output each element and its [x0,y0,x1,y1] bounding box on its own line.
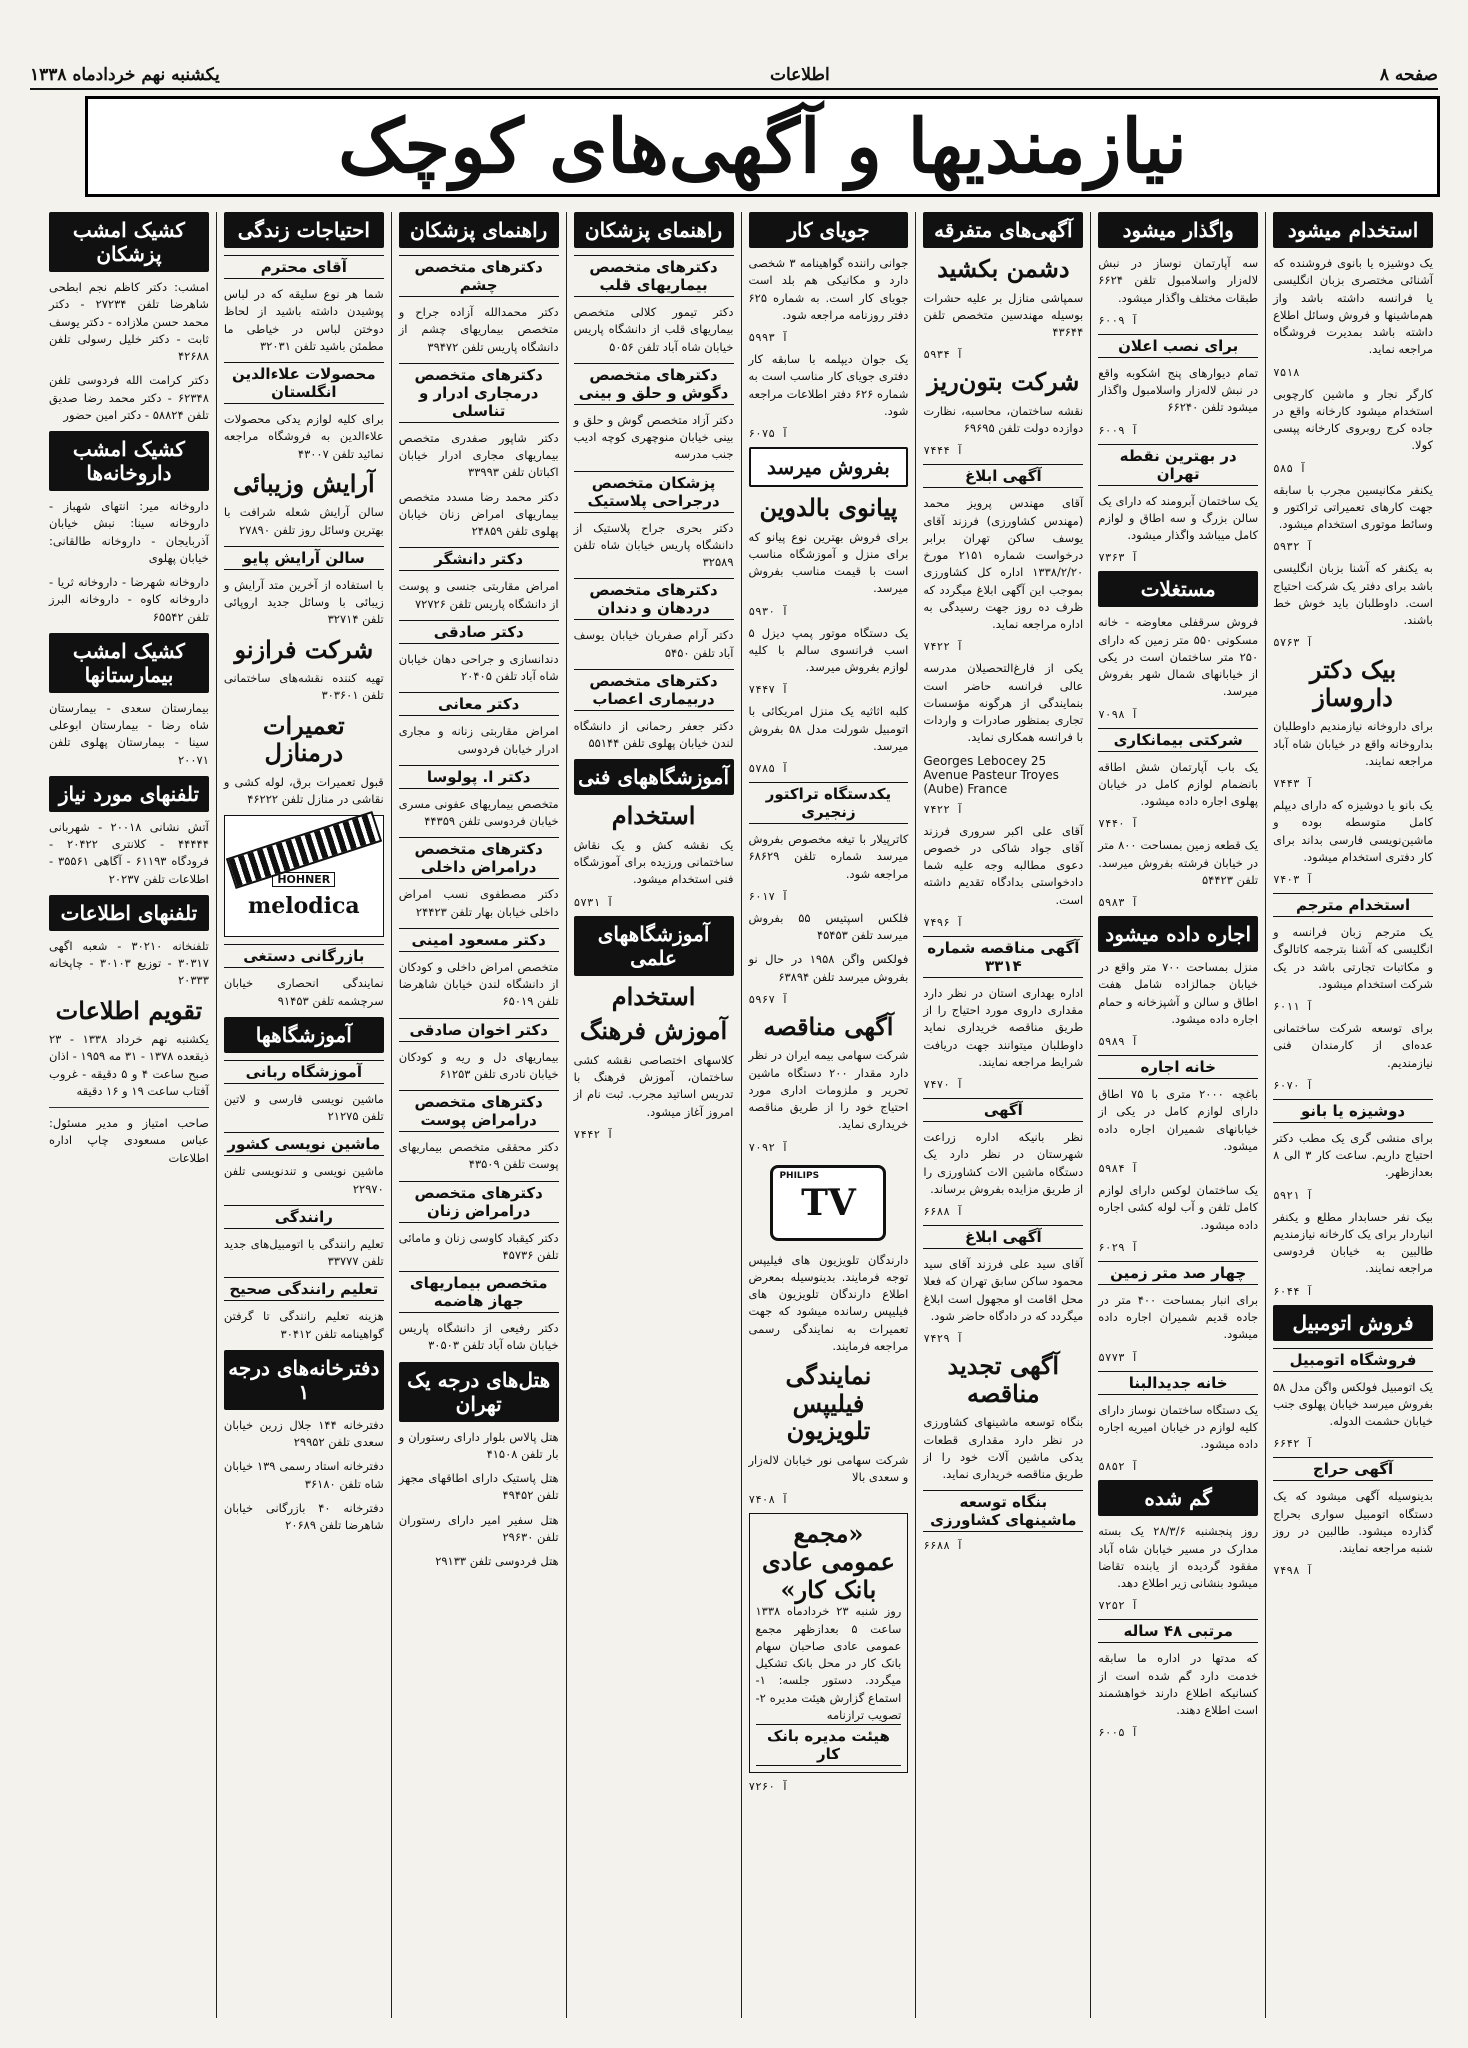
ad-code: ۷۴۴۳ آ [1273,777,1313,791]
classified-ad: آقای علی اکبر سروری فرزند آقای جواد شاکی در خصوص دعوی مطالبه وجه علیه شما دادخواستی بدادگاه تقدیم داشته است. [923,823,1084,907]
classified-ad: یک ساختمان لوکس دارای لوازم کامل تلفن و آب لوله کشی اجاره داده میشود. [1098,1183,1259,1232]
ad-subheading: آگهی ابلاغ [923,1225,1083,1249]
column-6 [391,212,566,2018]
hotel-listing: هتل پالاس بلوار دارای رستوران و بار تلفن ۴۱۵۰۸ [398,1429,559,1461]
notary-listing: دفترخانه ۱۴۴ جلال زرین خیابان سعدی تلفن ۲۹۹۵۲ [223,1417,384,1450]
ad-code: ۷۴۰۳ آ [1273,873,1313,887]
ad-subheading: آگهی ابلاغ [923,464,1083,488]
column-4 [741,212,916,2018]
ad-headline: آموزش فرهنگ [579,1016,728,1046]
doctor-listing: دکتر محققی متخصص بیماریهای پوست تلفن ۴۳۵۰۹ [398,1140,559,1172]
ad-subheading: دکترهای متخصص درامراض پوست [399,1090,559,1132]
ad-code: ۵۹۶۷ آ [748,992,789,1006]
section-heading: استخدام میشود [1273,212,1433,248]
ad-headline: نمایندگی فیلیپس تلویزیون [785,1361,872,1446]
section-heading: گم شده [1098,1480,1258,1516]
ad-subheading: دکتر ا. پولوسا [399,765,559,789]
ad-headline: استخدام [611,801,696,831]
classified-ad: کلاسهای اختصاصی نقشه کشی ساختمان، آموزش فرهنگ با تدریس اساتید مجرب. ثبت نام از امروز آغاز میشود. [573,1052,734,1119]
doctor-listing: دکتر رفیعی از دانشگاه پاریس خیابان شاه آباد تلفن ۳۰۵۰۳ [398,1321,559,1353]
ad-code: ۵۷۳۱ آ [573,895,614,909]
classified-ad: ماشین نویسی و تندنویسی تلفن ۲۲۹۷۰ [223,1164,384,1196]
ad-subheading: مرتبی ۴۸ ساله [1098,1619,1258,1643]
ad-code: ۶۶۸۸ آ [923,1205,964,1219]
ad-headline: پیانوی بالدوین [759,493,898,522]
ad-code: ۶۰۰۵ آ [1098,1726,1138,1740]
banner-title: نیازمندیها و آگهی‌های کوچک [338,103,1187,190]
classified-ad: فروش سرقفلی معاوضه - خانه مسکونی ۵۵۰ متر زمین که دارای ۲۵۰ متر ساختمان است در یکی از خیابانهای شمال شهر بفروش میرسد. [1098,615,1259,699]
classified-ad: برای داروخانه نیازمندیم داوطلبان بداروخانه واقع در خیابان شاه آباد مراجعه نمایند. [1273,719,1433,768]
classified-ad: یک دستگاه موتور پمپ دیزل ۵ اسب فرانسوی سالم با کلیه لوازم بفروش میرسد. [748,625,909,675]
ad-subheading: فروشگاه اتومبیل [1273,1348,1433,1372]
classified-ad: برای فروش بهترین نوع پیانو که برای منزل و آموزشگاه مناسب است با قیمت مناسب بفروش میرسد. [748,529,909,596]
doctor-listing: دکتر بحری جراح پلاستیک از دانشگاه پاریس خیابان شاه تلفن ۳۲۵۸۹ [573,520,734,569]
classified-ad: با استفاده از آخرین متد آرایش و زیبائی با وسائل جدید اروپائی تلفن ۳۲۷۱۴ [223,577,384,627]
ad-subheading: دکترهای متخصص درمجاری ادرار و تناسلی [399,363,559,423]
classified-ad: یک مترجم زبان فرانسه و انگلیسی که آشنا بترجمه کاتالوگ و مکاتبات تجارتی باشد در یک شرکت استخدام میشود. [1273,925,1433,991]
ad-subheading: رانندگی [224,1205,384,1229]
hotel-listing: هتل پاستیک دارای اطاقهای مجهز تلفن ۴۹۴۵۲ [398,1471,559,1503]
ad-code: ۷۴۴۲ آ [573,1127,614,1141]
ad-subheading: استخدام مترجم [1273,893,1433,917]
section-banner [85,96,1440,197]
notary-listing: دفترخانه استاد رسمی ۱۳۹ خیابان شاه تلفن ۳۶۱۸۰ [223,1459,384,1491]
ad-code: ۷۴۷۰ آ [923,1078,964,1092]
classified-ad: که مدتها در اداره ما سابقه خدمت دارد گم شده است از کسانیکه اطلاع دارند خواهشمند است اطلاع دهند. [1098,1651,1259,1717]
ad-code: ۵۷۸۵ آ [748,762,789,776]
classified-ad: یک ساختمان آبرومند که دارای یک سالن بزرگ و سه اطاق و لوازم کامل میباشد واگذار میشود. [1098,493,1259,542]
classified-ad: برای کلیه لوازم یدکی محصولات علاءالدین به فروشگاه مراجعه نمائید تلفن ۴۳۰۰۷ [223,412,384,461]
section-heading: آموزشگاهها [224,1017,384,1053]
doctor-listing: دکتر جعفر رحمانی از دانشگاه لندن خیابان پهلوی تلفن ۵۵۱۴۴ [573,718,734,750]
ad-headline: آگهی مناقصه [763,1011,894,1041]
ad-subheading: دکتر دانشگر [399,547,559,571]
section-heading: کشیک امشب پزشکان [49,212,209,272]
ad-subheading: تعلیم رانندگی صحیح [224,1277,384,1301]
ad-code: ۷۴۲۹ آ [923,1332,964,1346]
ad-code: ۵۷۷۳ آ [1098,1350,1138,1364]
publisher-signature: صاحب امتیاز و مدیر مسئول: عباس مسعودی چاپ اداره اطلاعات [49,1116,209,1165]
section-heading: آگهی‌های متفرقه [923,212,1083,248]
ad-headline: شرکت بتون‌ریز [927,367,1080,397]
classified-ad: ماشین نویسی فارسی و لاتین تلفن ۲۱۲۷۵ [223,1091,384,1124]
classified-ad: هزینه تعلیم رانندگی تا گرفتن گواهینامه تلفن ۳۰۴۱۲ [223,1309,384,1341]
doctor-listing: دکتر کیقباد کاوسی زنان و مامائی تلفن ۴۵۷۳۶ [398,1230,559,1262]
ad-subheading: سالن آرایش پایو [224,546,384,570]
ad-subheading: دکترهای متخصص بیماریهای قلب [574,255,734,297]
divider [49,1107,209,1108]
page-header [30,62,1438,90]
section-heading: آموزشگاههای فنی [574,759,734,795]
doctor-listing: متخصص بیماریهای عفونی مسری خیابان فردوسی تلفن ۴۴۳۵۹ [398,796,559,828]
calendar-heading: تقویم اطلاعات [55,995,203,1025]
classified-ad: دارندگان تلویزیون های فیلیپس توجه فرمایند. بدینوسیله بمعرض اطلاع دارندگان تلویزیون های فیلیپس رسانده میشود که جهت تعمیرات به نمایندگی رسمی مراجعه فرمایند. [748,1252,909,1353]
calendar-details: یکشنبه نهم خرداد ۱۳۳۸ - ۲۳ ذیقعده ۱۳۷۸ - ۳۱ مه ۱۹۵۹ - اذان صبح ساعت ۴ و ۵ دقیقه - غروب آفتاب ساعت ۱۹ و ۱۶ دقیقه [49,1032,209,1098]
classified-ad: سالن آرایش شعله شرافت با بهترین وسائل روز تلفن ۲۷۸۹۰ [223,505,384,537]
ad-subheading: دکترهای متخصص دربیماری اعصاب [574,669,734,711]
column-3 [915,212,1090,2018]
section-heading: تلفنهای اطلاعات [49,895,209,931]
classified-ad: یک دستگاه ساختمان نوساز دارای کلیه لوازم در خیابان امیریه اجاره داده میشود. [1098,1402,1259,1451]
column-1 [1265,212,1440,2018]
doctor-listing: امراض مقاربتی جنسی و پوست از دانشگاه پاریس تلفن ۷۲۷۲۶ [398,579,559,611]
classified-ad: بدینوسیله آگهی میشود که یک دستگاه اتومبیل سواری بحراج گذارده میشود. طالبین در روز شنبه مراجعه نمایند. [1273,1489,1433,1556]
ad-subheading: برای نصب اعلان [1098,334,1258,358]
ad-subheading: دکترهای متخصص چشم [399,255,559,297]
phone-listing: آتش نشانی ۲۰۰۱۸ - شهربانی ۴۴۴۴۴ - کلانتری ۲۰۴۲۲ - فرودگاه ۶۱۱۹۳ - آگاهی ۳۵۵۶۱ - اطلاعات تلفن ۲۰۲۳۷ [49,819,209,886]
ad-subheading: دوشیزه یا بانو [1273,1099,1433,1123]
issue-date: یکشنبه نهم خردادماه ۱۳۳۸ [30,65,220,85]
section-heading: کشیک امشب بیمارستانها [49,633,209,693]
section-heading: راهنمای پزشکان [574,212,734,248]
hotel-listing: هتل فردوسی تلفن ۲۹۱۳۳ [435,1554,559,1568]
ad-subheading: آگهی حراج [1273,1457,1433,1481]
section-heading: واگذار میشود [1098,212,1258,248]
column-2 [1090,212,1265,2018]
doctor-listing: دندانسازی و جراحی دهان خیابان شاه آباد تلفن ۲۰۴۰۵ [398,651,559,683]
classified-ad: روز پنجشنبه ۲۸/۳/۶ یک بسته مدارک در مسیر خیابان شاه آباد مفقود گردیده از یابنده تقاضا میشود بنشانی زیر اطلاع دهد. [1098,1524,1259,1590]
ad-code: ۷۲۶۰ آ [748,1780,789,1793]
classified-ad: یک قطعه زمین بمساحت ۸۰۰ متر در خیابان فرشته بفروش میرسد. تلفن ۵۴۴۲۳ [1098,838,1259,887]
doctor-listing: دکتر آزاد متخصص گوش و حلق و بینی خیابان منوچهری کوچه ادیب جنب مدرسه [573,412,734,462]
ad-code: ۵۷۶۳ آ [1273,636,1313,650]
doctor-listing: بیماریهای دل و ریه و کودکان خیابان نادری تلفن ۶۱۲۵۳ [398,1049,559,1081]
classified-ad: یک اتومبیل فولکس واگن مدل ۵۸ بفروش میرسد خیابان پهلوی جنب خیابان حشمت الدوله. [1273,1379,1433,1429]
ad-subheading: بازرگانی دستغی [224,944,384,968]
classified-ad: یکنفر مکانیسین مجرب با سابقه جهت کارهای تعمیراتی تراکتور و وسائط موتوری استخدام میشود. [1273,482,1433,531]
ad-code: ۷۴۴۷ آ [748,683,789,697]
ad-code: ۵۸۵ آ [1273,461,1307,475]
ad-code: ۷۴۲۲ آ [923,802,964,816]
notary-listing: دفترخانه ۴۰ بازرگانی خیابان شاهرضا تلفن ۲۰۶۸۹ [223,1500,384,1533]
ad-code: ۷۴۰۸ آ [748,1493,789,1507]
ad-code: ۵۹۳۴ آ [923,348,964,362]
classified-ad: اداره بهداری استان در نظر دارد مقداری داروی مورد احتیاج را از طریق مناقصه خریداری نماید داوطلبان میتوانند جهت دریافت شرایط مراجعه نمایند. [923,985,1084,1069]
classified-ad: باغچه ۲۰۰۰ متری با ۷۵ اطاق دارای لوازم کامل در یکی از خیابانهای شمیران اجاره داده میشود. [1098,1087,1259,1153]
doctor-listing: دکتر محمدالله آزاده جراح و متخصص بیماریهای چشم از دانشگاه پاریس تلفن ۳۹۴۷۲ [398,305,559,354]
doctor-listing: دکتر محمد رضا مسدد متخصص بیماریهای امراض زنان خیابان پهلوی تلفن ۲۴۸۵۹ [398,489,559,538]
ad-code: ۶۶۴۲ آ [1273,1437,1313,1451]
hohner-brand: HOHNER [272,872,335,887]
classified-ad: نظر بانیکه اداره زراعت شهرستان در نظر دارد یک دستگاه ماشین الات کشاورزی را از طریق مزایده بفروش برساند. [923,1130,1084,1196]
ad-subheading: آگهی مناقصه شماره ۳۳۱۴ [923,936,1083,978]
ad-subheading: ماشین نویسی کشور [224,1132,384,1156]
ad-subheading: شرکتی بیمانکاری [1098,728,1258,752]
ad-code: ۷۵۱۸ [1273,365,1300,379]
classified-ad: شرکت سهامی نور خیابان لاله‌زار و سعدی بالا [748,1452,909,1485]
classified-ad: کاترپیلار با تیغه مخصوص بفروش میرسد شماره تلفن ۶۸۶۲۹ مراجعه شود. [748,832,909,881]
ad-code: ۶۰۴۴ آ [1273,1284,1313,1298]
ad-code: ۷۴۴۰ آ [1098,817,1138,831]
ad-subheading: دکترهای متخصص درامراض زنان [399,1181,559,1223]
hotel-listing: هتل سفیر امیر دارای رستوران تلفن ۲۹۶۳۰ [398,1512,559,1544]
ad-subheading: دکترهای متخصص دگوش و حلق و بینی [574,363,734,405]
ad-code: ۶۰۱۱ آ [1273,1000,1313,1014]
classified-ad: شرکت سهامی بیمه ایران در نظر دارد مقدار ۲۰۰ دستگاه ماشین تحریر و ملزومات اداری مورد احتیاج خود را از طریق مناقصه خریداری نماید. [748,1048,909,1132]
section-heading: بفروش میرسد [749,447,909,487]
ad-subheading: دکتر صادقی [399,620,559,644]
classified-ad: سه آپارتمان نوساز در نبش لاله‌زار واسلامبول تلفن ۶۶۲۴ طبقات مختلف واگذار میشود. [1098,256,1259,305]
classified-ad: کارگر نجار و ماشین کارچوبی استخدام میشود کارخانه واقع در جاده کرج روبروی کارخانه پپسی کولا. [1273,386,1433,453]
ad-subheading: چهار صد متر زمین [1098,1261,1258,1285]
philips-brand: PHILIPS [779,1170,820,1181]
classified-ad: نقشه ساختمان، محاسبه، نظارت دوازده دولت تلفن ۶۹۶۹۵ [923,403,1084,436]
ad-headline: استخدام [611,981,696,1011]
ad-code: ۶۰۰۹ آ [1098,313,1138,327]
classified-ad: تمام دیوارهای پنج اشکوبه واقع در نبش لاله‌زار واسلامبول واگذار میشود تلفن ۶۶۲۴۰ [1098,365,1259,415]
section-heading: کشیک امشب داروخانه‌ها [49,431,209,491]
ad-subheading: دکتر معانی [399,692,559,716]
ad-code: ۷۰۹۸ آ [1098,707,1138,721]
ad-code: ۷۴۲۲ آ [923,640,964,654]
ad-code: ۷۴۹۶ آ [923,915,964,929]
ad-code: ۷۴۴۴ آ [923,444,964,458]
ad-subheading: خانه اجاره [1098,1055,1258,1079]
classified-ad: برای توسعه شرکت ساختمانی عده‌ای از کارمندان فنی نیازمندیم. [1273,1021,1433,1070]
ad-subheading: آقای محترم [224,255,384,279]
ad-code: ۵۹۹۳ آ [748,331,789,344]
classified-ad: بنگاه توسعه ماشینهای کشاورزی در نظر دارد مقداری قطعات یدکی ماشین آلات خود را از طریق مناقصه خریداری نماید. [923,1415,1084,1482]
ad-code: ۵۹۲۱ آ [1273,1188,1313,1202]
ad-subheading: دکتر اخوان صادقی [399,1018,559,1042]
ad-code: ۵۹۳۲ آ [1273,540,1313,554]
classified-ad: یک باب آپارتمان شش اطاقه بانضمام لوازم کامل در خیابان پهلوی اجاره داده میشود. [1098,759,1259,808]
ad-headline: شرکت فرازنو [234,634,374,664]
classified-ad: تهیه کننده نقشه‌های ساختمانی تلفن ۳۰۳۶۰۱ [223,671,384,703]
section-heading: احتیاجات زندگی [224,212,384,248]
ad-headline: تعمیرات درمنازل [262,710,345,768]
melodica-brand: melodica [247,892,360,919]
page-number: صفحه ۸ [1379,65,1438,85]
classified-ad: نمایندگی انحصاری خیابان سرچشمه تلفن ۹۱۴۵۳ [223,976,384,1008]
duty-listing: داروخانه شهرضا - داروخانه ثریا - داروخانه کاوه - داروخانه البرز تلفن ۶۵۵۴۲ [49,575,209,624]
ad-code: ۶۰۷۰ آ [1273,1078,1313,1092]
ad-code: ۵۹۸۳ آ [1098,896,1138,909]
classified-ad: تعلیم رانندگی با اتومبیل‌های جدید تلفن ۳۳۷۷۷ [223,1236,384,1269]
notice-signature: هیئت مدیره بانک کار [756,1724,902,1766]
ad-code: ۵۹۸۴ آ [1098,1162,1138,1175]
classified-ad: کلبه اثاثیه یک منزل امریکائی با اتومبیل شورلت مدل ۵۸ بفروش میرسد. [748,704,909,753]
melodica-ad-image [224,815,384,937]
classified-ad: یکی از فارغ‌التحصیلان مدرسه عالی فرانسه حاضر است بنمایندگی از هرگونه مؤسسات تجاری بمنظور صادرات و واردات با فرانسه همکاری نماید. [923,661,1084,745]
ad-subheading: دکتر مسعود امینی [399,928,559,952]
classified-ad: فولکس واگن ۱۹۵۸ در حال نو بفروش میرسد تلفن ۶۳۸۹۴ [748,952,909,984]
ad-code: ۶۶۸۸ آ [923,1539,964,1553]
duty-listing: دکتر کرامت الله فردوسی تلفن ۶۲۳۴۸ - دکتر محمد رضا صدیق تلفن ۵۸۸۲۴ - دکتر امین حضور [49,373,209,422]
ad-subheading: آموزشگاه ربانی [224,1060,384,1084]
classified-ad: به یکنفر که آشنا بزبان انگلیسی باشد برای دفتر یک شرکت احتیاج است. داوطلبان باید خوش خط باشند. [1273,561,1433,627]
doctor-listing: دکتر مصطفوی نسب امراض داخلی خیابان بهار تلفن ۲۴۴۲۳ [398,887,559,919]
ad-headline: بیک دکتر داروساز [1309,655,1397,712]
section-heading: مستغلات [1098,571,1258,607]
duty-listing: داروخانه میر: انتهای شهباز - داروخانه سینا: نبش خیابان آذربایجان - داروخانه طالقانی: خیابان پهلوی [49,499,209,565]
column-7 [216,212,391,2018]
section-heading: راهنمای پزشکان [399,212,559,248]
ad-headline: آرایش وزیبائی [232,468,375,498]
ad-subheading: آگهی [923,1098,1083,1122]
ad-code: ۶۰۲۹ آ [1098,1240,1138,1254]
bank-meeting-notice [749,1513,909,1773]
doctor-listing: دکتر آرام صفریان خیابان یوسف آباد تلفن ۵۴۵۰ [573,628,734,660]
doctor-listing: متخصص امراض داخلی و کودکان از دانشگاه لندن خیابان شاهرضا تلفن ۶۵۰۱۹ [398,959,559,1009]
ad-headline: دشمن بکشید [937,254,1070,283]
doctor-listing: دکتر شاپور صفدری متخصص بیماریهای مجاری ادرار خیابان اکباتان تلفن ۳۳۹۹۳ [398,430,559,480]
classified-ad: یک جوان دیپلمه با سابقه کار دفتری جویای کار مناسب است به شماره ۶۲۶ دفتر اطلاعات مراجعه شود. [748,352,909,418]
ad-code: ۷۳۶۳ آ [1098,551,1138,565]
ad-columns [42,212,1440,2018]
classified-ad: سمپاشی منازل بر علیه حشرات بوسیله مهندسین متخصص تلفن ۴۳۶۴۴ [923,290,1084,340]
ad-code: ۷۰۹۲ آ [748,1140,789,1154]
ad-headline: آگهی تجدید مناقصه [947,1351,1060,1408]
ad-subheading: یکدستگاه تراکتور زنجیری [749,782,909,824]
ad-subheading: دکترهای متخصص دردهان و دندان [574,578,734,620]
column-8 [42,212,216,2018]
classified-ad: آقای سید علی فرزند آقای سید محمود ساکن سابق تهران که فعلا محل اقامت او مجهول است ابلاغ میگردد که در دادگاه حاضر شود. [923,1257,1084,1323]
ad-subheading: دکترهای متخصص درامراض داخلی [399,837,559,879]
ad-code: ۷۲۵۲ آ [1098,1599,1138,1613]
duty-listing: بیمارستان سعدی - بیمارستان شاه رضا - بیمارستان ابوعلی سینا - بیمارستان پهلوی تلفن ۲۰۰۷۱ [49,700,209,767]
ad-code: ۶۰۱۷ آ [748,889,789,903]
ad-code: ۵۹۸۹ آ [1098,1035,1138,1048]
paper-name: اطلاعات [769,65,830,85]
classified-ad: بیک نفر حسابدار مطلع و یکنفر انباردار برای یک کارخانه نیازمندیم طالبین به خیابان فردوسی مراجعه نمایند. [1273,1209,1433,1276]
ad-subheading: محصولات علاءالدین انگلستان [224,362,384,404]
classified-ad: آقای مهندس پرویز محمد (مهندس کشاورزی) فرزند آقای یوسف ساکن تهران برابر درخواست شماره ۲۱۵۱ مورخ ۱۳۳۸/۲/۲۰ اداره کل کشاورزی بموجب این آگهی ابلاغ میگردد که ظرف ده روز جهت رسیدگی به اداره مراجعه نماید. [923,496,1084,632]
section-heading: دفترخانه‌های درجه ۱ [224,1350,384,1410]
ad-subheading: متخصص بیماریهای جهاز هاضمه [399,1271,559,1313]
tv-icon-text: TV [801,1181,856,1224]
ad-subheading: در بهترین نقطه تهران [1098,444,1258,486]
classified-ad: برای منشی گری یک مطب دکتر احتیاج داریم. ساعت کار ۳ الی ۸ بعدازظهر. [1273,1130,1433,1180]
section-heading: آموزشگاههای علمی [574,916,734,976]
ad-subheading: بنگاه توسعه ماشینهای کشاورزی [923,1490,1083,1532]
ad-code: ۵۸۵۲ آ [1098,1460,1138,1474]
duty-listing: امشب: دکتر کاظم نجم ابطحی شاهرضا تلفن ۲۷۲۳۴ - دکتر محمد حسن ملازاده - دکتر یوسف ثابت - دکتر خلیل رسولی تلفن ۴۲۶۸۸ [49,280,209,363]
phone-listing: تلفنخانه ۳۰۲۱۰ - شعبه اگهی ۳۰۳۱۷ - توزیع ۳۰۱۰۳ - چاپخانه ۲۰۳۳۳ [49,938,209,988]
ad-subheading: پزشکان متخصص درجراحی پلاستیک [574,471,734,513]
section-heading: اجاره داده میشود [1098,916,1258,952]
ad-code: ۶۰۷۵ آ [748,427,789,440]
doctor-listing: امراض مقاربتی زنانه و مجاری ادرار خیابان فردوسی [398,724,559,756]
foreign-address: Georges Lebocey 25 Avenue Pasteur Troyes (Aube) France [923,753,1059,796]
notice-title: «مجمع عمومی عادی بانک کار» [761,1519,895,1604]
doctor-listing: دکتر تیمور کلالی متخصص بیماریهای قلب از دانشگاه پاریس خیابان شاه آباد تلفن ۵۰۵۶ [573,305,734,354]
section-heading: هتل‌های درجه یک تهران [399,1362,559,1422]
classified-ad: برای انبار بمساحت ۴۰۰ متر در جاده قدیم شمیران اجاره داده میشود. [1098,1292,1259,1342]
section-heading: تلفنهای مورد نیاز [49,776,209,812]
ad-code: ۷۴۹۸ آ [1273,1564,1313,1578]
classified-ad: یک دوشیزه یا بانوی فروشنده که آشنائی مختصری بزبان انگلیسی یا فرانسه داشته باشد واز هم‌ماشینها و فروش وسائل اطلاع داشته باشد بمدیرت فروشگاه مراجعه نماید. [1273,256,1433,357]
classified-ad: فلکس اسپتیس ۵۵ بفروش میرسد تلفن ۴۵۴۵۳ [748,910,909,943]
column-5 [566,212,741,2018]
classified-ad: جوانی راننده گواهینامه ۳ شخصی دارد و مکانیکی هم بلد است جویای کار است. به شماره ۶۲۵ دفتر روزنامه مراجعه شود. [748,256,909,322]
classified-ad: قبول تعمیرات برق، لوله کشی و نقاشی در منازل تلفن ۴۶۲۲۲ [223,774,384,807]
classified-ad: یک بانو یا دوشیزه که دارای دیپلم کامل متوسطه بوده و ماشین‌نویسی فارسی بداند برای کار دفتری استخدام میشود. [1273,798,1433,864]
section-heading: جویای کار [749,212,909,248]
section-heading: فروش اتومبیل [1273,1305,1433,1341]
ad-subheading: خانه جدیدالبنا [1098,1371,1258,1395]
classified-ad: شما هر نوع سلیقه که در لباس پوشیدن داشته باشید از لحاظ دوختن لباس در خیاطی ما مطمئن باشید تلفن ۳۲۰۳۱ [223,287,384,353]
notice-body: روز شنبه ۲۳ خردادماه ۱۳۳۸ ساعت ۵ بعدازظهر مجمع عمومی عادی صاحبان سهام بانک کار در محل بانک تشکیل میگردد. دستور جلسه: ۱- استماع گزارش هیئت مدیره ۲- تصویب ترازنامه [755,1604,902,1722]
ad-code: ۵۹۳۰ آ [748,604,789,618]
classified-ad: منزل بمساحت ۷۰۰ متر واقع در خیابان جمالزاده شامل هفت اطاق و سالن و آشپزخانه و حمام اجاره داده میشود. [1098,960,1259,1026]
classified-ad: یک نقشه کش و یک نقاش ساختمانی ورزیده برای آموزشگاه فنی استخدام میشود. [573,837,734,887]
ad-code: ۶۰۰۹ آ [1098,423,1138,437]
philips-tv-logo [770,1165,886,1241]
